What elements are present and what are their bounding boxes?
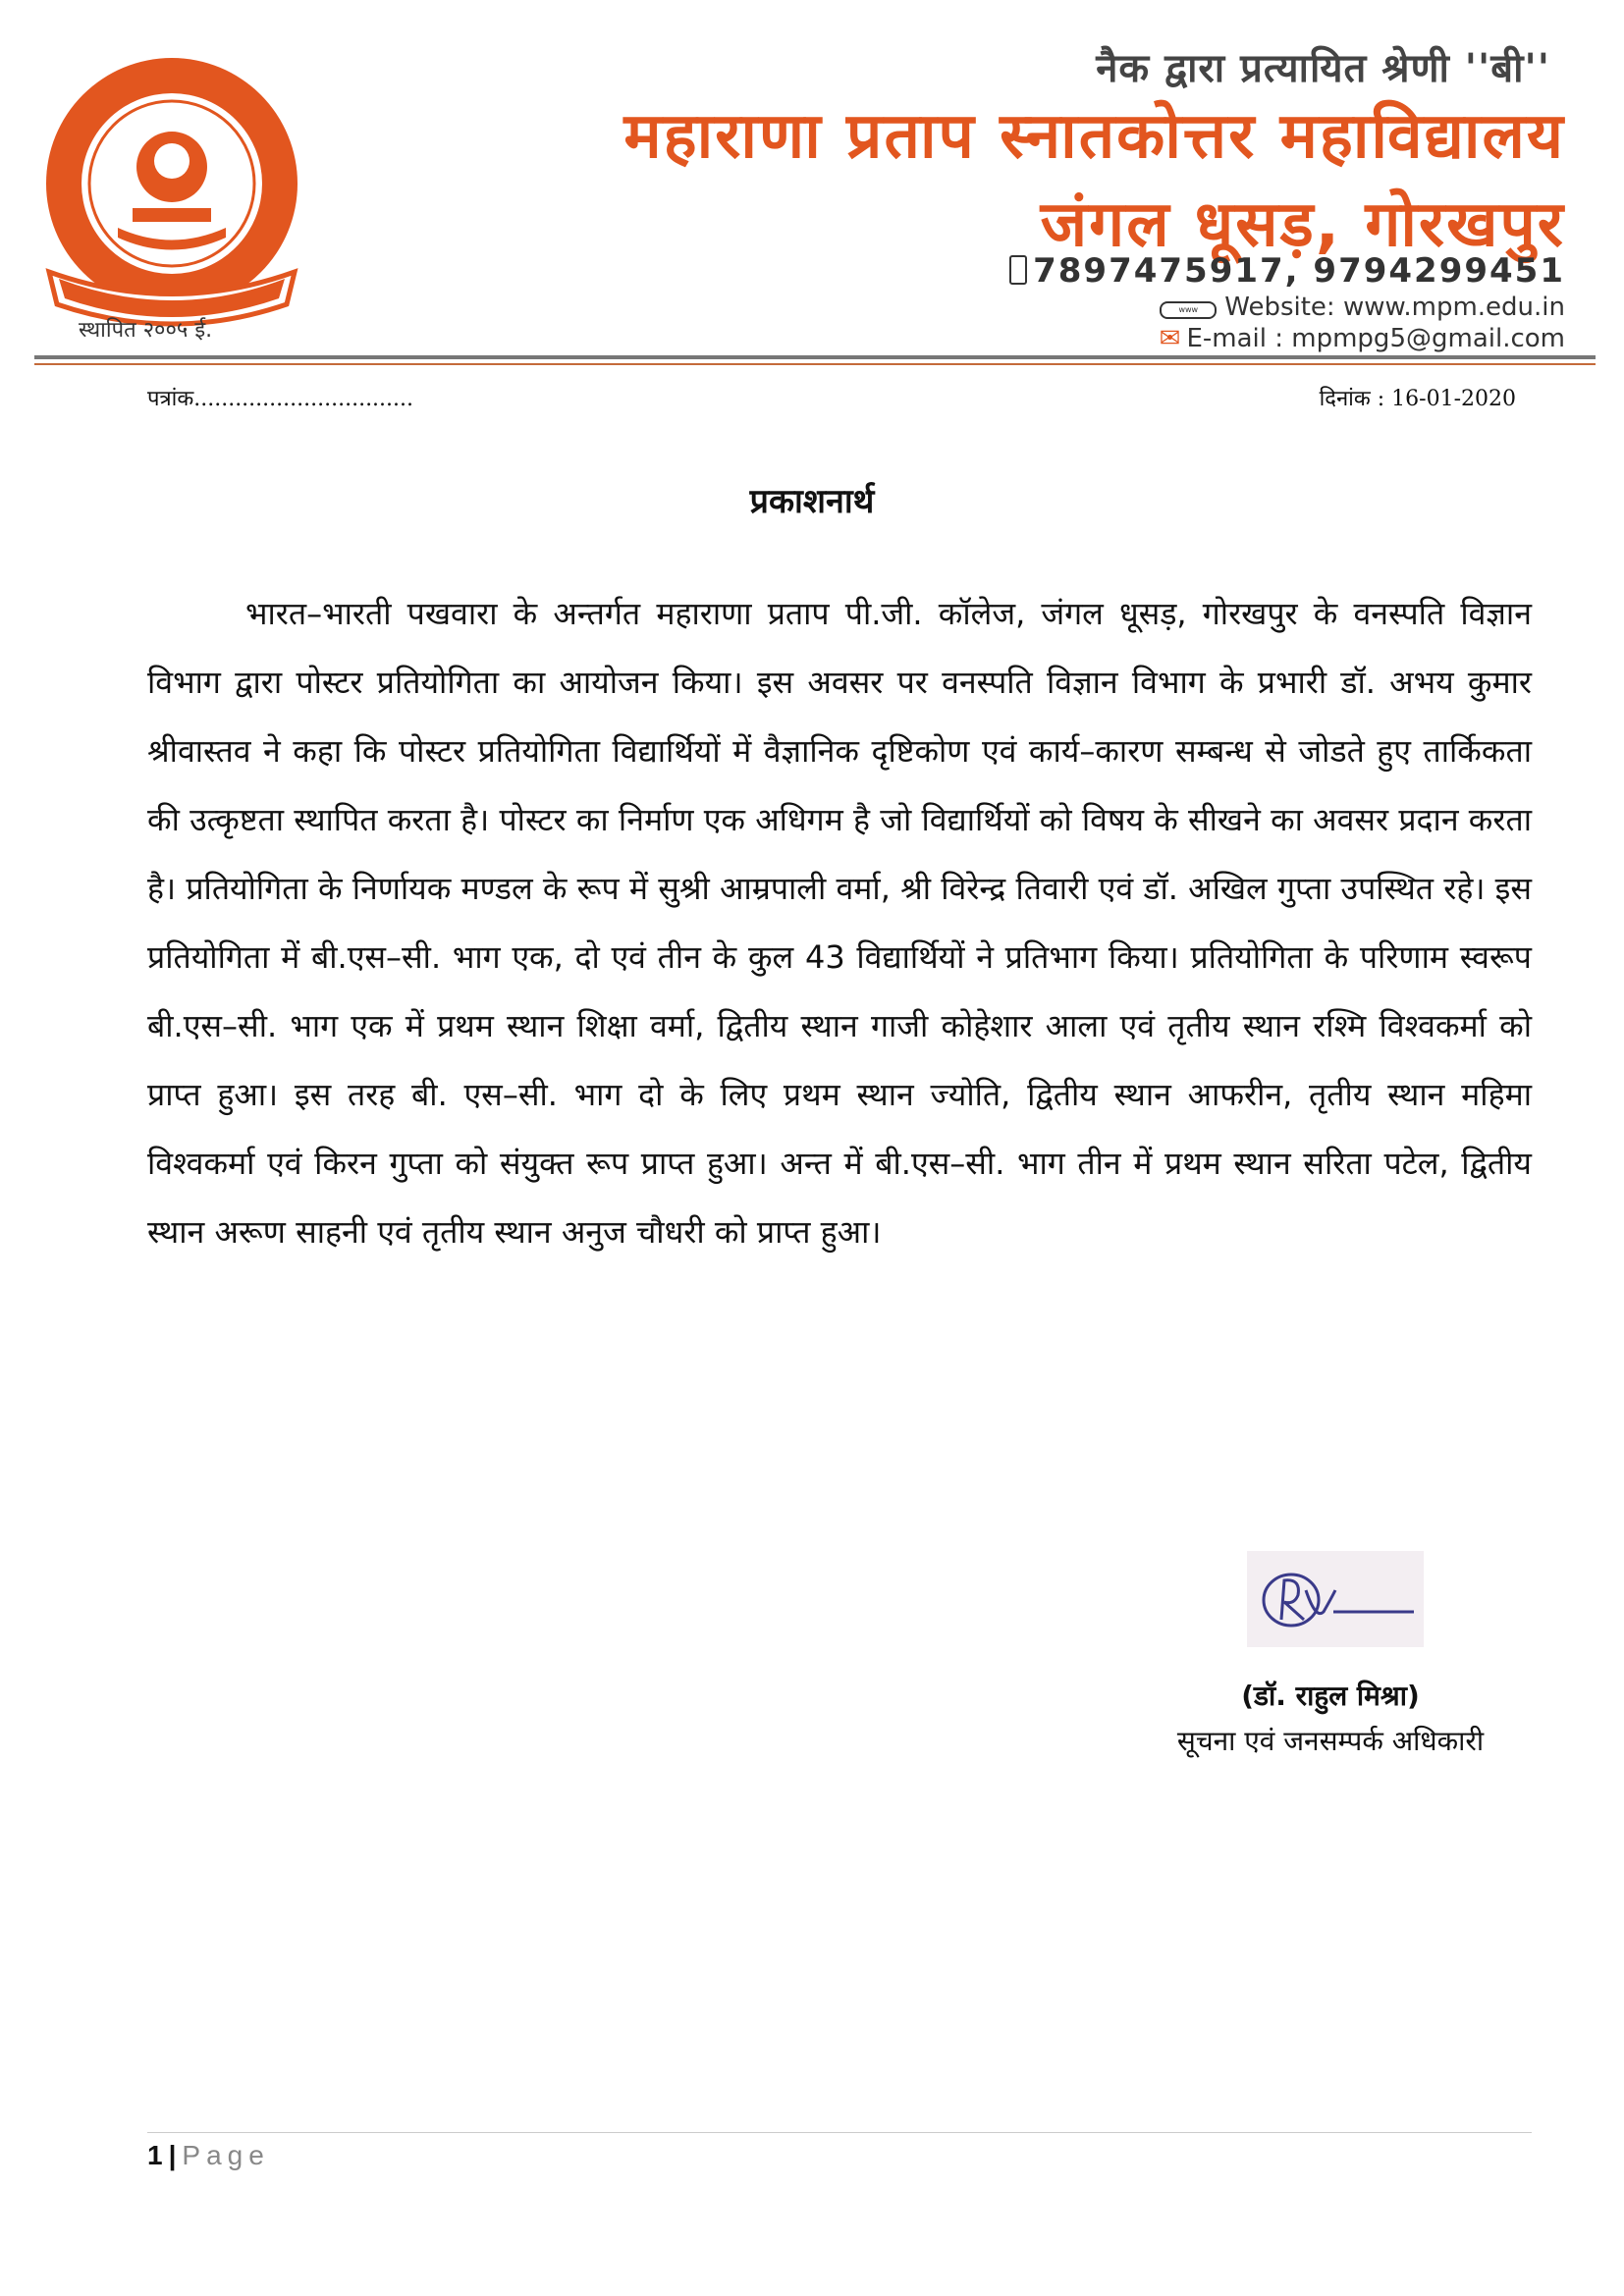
signatory-title: सूचना एवं जनसम्पर्क अधिकारी (1176, 1725, 1485, 1757)
www-icon: www (1160, 301, 1217, 319)
header-divider (34, 355, 1596, 359)
signature-image (1247, 1551, 1424, 1647)
signatory-name: (डॉ. राहुल मिश्रा) (1241, 1680, 1420, 1712)
website-text: Website: www.mpm.edu.in (1224, 293, 1565, 322)
letter-date (1320, 383, 1516, 412)
header-divider-accent (34, 363, 1596, 365)
college-location: जंगल धूसड़, गोरखपुर (1040, 188, 1565, 261)
press-release-body: भारत–भारती पखवारा के अन्तर्गत महाराणा प्रताप पी.जी. कॉलेज, जंगल धूसड़, गोरखपुर के वनस्पति विज्ञान विभाग द्वारा पोस्टर प्रतियोगिता का आयोजन किया। इस अवसर पर वनस्पति विज्ञान विभाग के प्रभारी डॉ. अभय कुमार श्रीवास्तव ने कहा कि पोस्टर प्रतियोगिता विद्यार्थियों में वैज्ञानिक दृष्टिकोण एवं कार्य–कारण सम्बन्ध से जोडते हुए तार्किकता की उत्कृष्टता स्थापित करता है। पोस्टर का निर्माण एक अधिगम है जो विद्यार्थियों को विषय के सीखने का अवसर प्रदान करता है। प्रतियोगिता के निर्णायक मण्डल के रूप में सुश्री आम्रपाली वर्मा, श्री विरेन्द्र तिवारी एवं डॉ. अखिल गुप्ता उपस्थित रहे। इस प्रतियोगिता में बी.एस–सी. भाग एक, दो एवं तीन के कुल 43 विद्यार्थियों ने प्रतिभाग किया। प्रतियोगिता के परिणाम स्वरूप बी.एस–सी. भाग एक में प्रथम स्थान शिक्षा वर्मा, द्वितीय स्थान गाजी कोहेशार आला एवं तृतीय स्थान रश्मि विश्वकर्मा को प्राप्त हुआ। इस तरह बी. एस–सी. भाग दो के लिए प्रथम स्थान ज्योति, द्वितीय स्थान आफरीन, तृतीय स्थान महिमा विश्वकर्मा एवं किरन गुप्ता को संयुक्त रूप प्राप्त हुआ। अन्त में बी.एस–सी. भाग तीन में प्रथम स्थान सरिता पटेल, द्वितीय स्थान अरूण साहनी एवं तृतीय स्थान अनुज चौधरी को प्राप्त हुआ। (147, 595, 1532, 1251)
phone-text: 7897475917, 9794299451 (1033, 251, 1565, 291)
college-name: महाराणा प्रताप स्नातकोत्तर महाविद्यालय (623, 100, 1565, 173)
college-seal-logo (29, 51, 314, 346)
page-footer (147, 2140, 270, 2171)
page-label: Page (182, 2140, 270, 2170)
email-text: E-mail : mpmpg5@gmail.com (1186, 324, 1565, 353)
reference-number: पत्रांक................................ (147, 387, 414, 411)
established-year: स्थापित २००५ ई. (79, 318, 213, 343)
phone-icon (1009, 255, 1027, 285)
footer-divider (147, 2132, 1532, 2133)
page-title: प्रकाशनार्थ (749, 482, 875, 521)
website (1160, 293, 1565, 322)
date-label: दिनांक : (1319, 387, 1385, 411)
phone-numbers (1009, 251, 1565, 291)
accreditation-line: नैक द्वारा प्रत्यायित श्रेणी ''बी'' (1096, 46, 1550, 91)
date-value: 16-01-2020 (1391, 387, 1516, 411)
page-number: 1 (147, 2140, 163, 2170)
page-separator: | (168, 2140, 177, 2170)
mail-icon: ✉ (1159, 324, 1181, 353)
email (1160, 324, 1565, 353)
